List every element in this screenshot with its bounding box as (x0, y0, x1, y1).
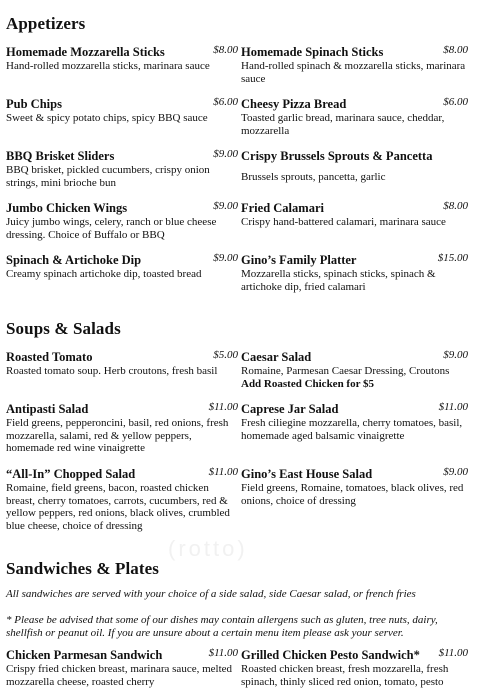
section-title-appetizers: Appetizers (6, 14, 86, 33)
item-description: Crispy fried chicken breast, marinara sauce, melted mozzarella cheese, roasted cherry (6, 663, 233, 688)
menu-item (241, 149, 468, 184)
item-name: Homemade Spinach Sticks (241, 45, 384, 59)
item-price: $8.00 (213, 44, 238, 56)
menu-item (6, 201, 238, 241)
menu-item (6, 149, 238, 189)
item-price: $11.00 (208, 401, 238, 413)
menu-item (6, 648, 238, 688)
item-name: Chicken Parmesan Sandwich (6, 648, 163, 662)
sandwich-sides-note: All sandwiches are served with your choice of a side salad, side Caesar salad, or french fries (6, 588, 416, 600)
item-name: Cheesy Pizza Bread (241, 97, 347, 111)
menu-item (6, 467, 238, 532)
item-price: $8.00 (443, 44, 468, 56)
item-name: Pub Chips (6, 97, 62, 111)
item-description: Juicy jumbo wings, celery, ranch or blue cheese dressing. Choice of Buffalo or BBQ (6, 216, 217, 241)
menu-item (241, 97, 468, 137)
item-description: Sweet & spicy potato chips, spicy BBQ sauce (6, 112, 208, 124)
item-name: Crispy Brussels Sprouts & Pancetta (241, 149, 433, 163)
item-name: BBQ Brisket Sliders (6, 149, 115, 163)
item-name: Caprese Jar Salad (241, 402, 339, 416)
item-description: Mozzarella sticks, spinach sticks, spinach & artichoke dip, fried calamari (241, 268, 436, 293)
item-description: Roasted chicken breast, fresh mozzarella, fresh spinach, thinly sliced red onion, tomato, pesto (241, 663, 449, 688)
item-price: $9.00 (443, 349, 468, 361)
item-name: Homemade Mozzarella Sticks (6, 45, 165, 59)
item-name: Roasted Tomato (6, 350, 93, 364)
item-price: $11.00 (208, 466, 238, 478)
allergen-notice: * Please be advised that some of our dishes may contain allergens such as gluten, tree nuts, dairy, shellfish or peanut oil. If you are unsure about a certain menu item please ask your server. (6, 614, 438, 639)
menu-item (241, 350, 468, 390)
menu-item (6, 350, 238, 378)
item-price: $5.00 (213, 349, 238, 361)
item-description: Hand-rolled mozzarella sticks, marinara sauce (6, 60, 210, 72)
item-description: Field greens, Romaine, tomatoes, black olives, red onions, choice of dressing (241, 482, 464, 507)
item-name: Grilled Chicken Pesto Sandwich* (241, 648, 420, 662)
item-description: Toasted garlic bread, marinara sauce, cheddar, mozzarella (241, 112, 445, 137)
menu-item (241, 253, 468, 293)
item-price: $9.00 (213, 200, 238, 212)
menu-item (241, 402, 468, 442)
item-description: Creamy spinach artichoke dip, toasted bread (6, 268, 202, 280)
watermark: (rotto) (168, 536, 248, 561)
menu-item (6, 97, 238, 125)
section-title-soups-salads: Soups & Salads (6, 319, 121, 338)
item-name: Gino’s East House Salad (241, 467, 373, 481)
item-price: $15.00 (437, 252, 468, 264)
item-description: Brussels sprouts, pancetta, garlic (241, 171, 386, 183)
item-price: $9.00 (213, 148, 238, 160)
item-add-on: Add Roasted Chicken for $5 (241, 377, 375, 390)
item-name: “All-In” Chopped Salad (6, 467, 136, 481)
item-name: Antipasti Salad (6, 402, 89, 416)
menu-item (241, 467, 468, 507)
menu-item (241, 45, 468, 85)
menu-item (6, 402, 238, 455)
item-price: $9.00 (443, 466, 468, 478)
item-name: Caesar Salad (241, 350, 312, 364)
menu-item (6, 45, 238, 73)
menu-item (241, 201, 468, 229)
item-price: $11.00 (438, 647, 468, 659)
item-description: Fresh ciliegine mozzarella, cherry tomatoes, basil, homemade aged balsamic vinaigrette (241, 417, 463, 442)
item-price: $11.00 (208, 647, 238, 659)
item-name: Fried Calamari (241, 201, 324, 215)
item-price: $6.00 (443, 96, 468, 108)
item-name: Spinach & Artichoke Dip (6, 253, 142, 267)
item-description: Hand-rolled spinach & mozzarella sticks, marinara sauce (241, 60, 466, 85)
item-description: Crispy hand-battered calamari, marinara sauce (241, 216, 446, 228)
menu-item (241, 648, 468, 688)
item-description: Roasted tomato soup. Herb croutons, fresh basil (6, 365, 218, 377)
item-price: $11.00 (438, 401, 468, 413)
section-title-sandwiches-plates: Sandwiches & Plates (6, 559, 160, 578)
item-description: Romaine, field greens, bacon, roasted chicken breast, cherry tomatoes, carrots, cucumbers, red & yellow peppers, red onions, black olives, crumbled blue cheese, choice of dressing (6, 482, 230, 532)
item-price: $6.00 (213, 96, 238, 108)
item-price: $8.00 (443, 200, 468, 212)
item-description: Field greens, pepperoncini, basil, red onions, fresh mozzarella, salami, red & yellow peppers, homemade red wine vinaigrette (6, 417, 229, 455)
item-description: BBQ brisket, pickled cucumbers, crispy onion strings, mini brioche bun (6, 164, 210, 189)
menu-item (6, 253, 238, 281)
item-name: Gino’s Family Platter (241, 253, 357, 267)
item-description: Romaine, Parmesan Caesar Dressing, Croutons (241, 365, 450, 377)
item-price: $9.00 (213, 252, 238, 264)
item-name: Jumbo Chicken Wings (6, 201, 128, 215)
